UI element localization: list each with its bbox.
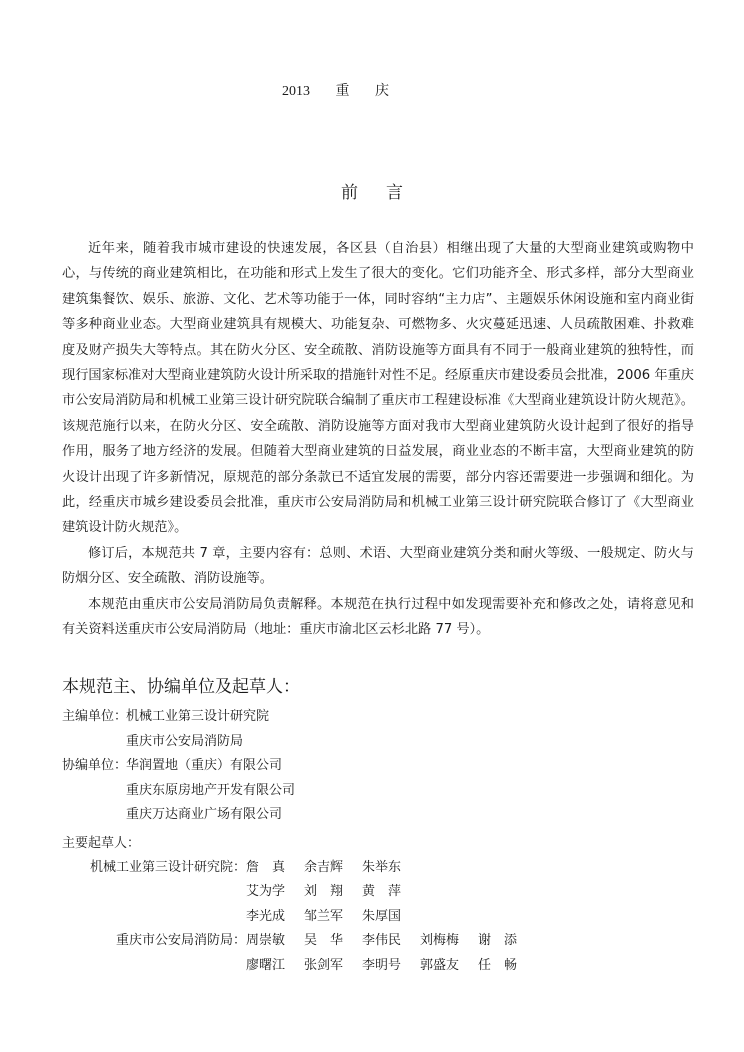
page-title: 前言 <box>341 183 431 203</box>
chief-unit-name: 机械工业第三设计研究院 <box>126 709 270 724</box>
co-unit-row <box>62 779 295 804</box>
co-unit-name: 重庆万达商业广场有限公司 <box>126 807 283 823</box>
co-unit-name: 华润置地（重庆）有限公司 <box>126 758 283 774</box>
drafter-row <box>62 905 536 929</box>
drafter-name: 张剑军 <box>304 957 344 973</box>
drafter-name: 朱厚国 <box>362 908 402 924</box>
co-unit-label: 协编单位： <box>62 758 128 774</box>
drafter-name: 任 畅 <box>478 957 518 973</box>
header-year: 2013 <box>282 84 310 99</box>
drafter-name: 朱举东 <box>362 860 402 875</box>
header-city-char-2: 庆 <box>375 84 389 99</box>
drafters-list <box>62 856 536 978</box>
drafter-org: 重庆市公安局消防局： <box>115 933 246 949</box>
drafter-org: 机械工业第三设计研究院： <box>89 860 246 875</box>
drafter-name: 郭盛友 <box>420 957 460 973</box>
drafter-name: 李伟民 <box>362 933 402 949</box>
drafter-name: 谢 添 <box>478 933 518 949</box>
co-unit-name: 重庆东原房地产开发有限公司 <box>126 782 296 798</box>
preface-body <box>62 236 694 643</box>
paragraph-background: 近年来，随着我市城市建设的快速发展，各区县（自治县）相继出现了大量的大型商业建筑或购物中心，与传统的商业建筑相比，在功能和形式上发生了很大的变化。它们功能齐全、形式多样，部分大型商业建筑集餐饮、娱乐、旅游、文化、艺术等功能于一体，同时容纳“主力店”、主题娱乐休闲设施和室内商业街等多种商业业态。大型商业建筑具有规模大、功能复杂、可燃物多、火灾蔓延迅速、人员疏散困难、扑救难度及财产损失大等特点。其在防火分区、安全疏散、消防设施等方面具有不同于一般商业建筑的独特性，而现行国家标准对大型商业建筑防火设计所采取的措施针对性不足。经原重庆市建设委员会批准，2006 年重庆市公安局消防局和机械工业第三设计研究院联合编制了重庆市工程建设标准《大型商业建筑设计防火规范》。该规范施行以来，在防火分区、安全疏散、消防设施等方面对我市大型商业建筑防火设计起到了很好的指导作用，服务了地方经济的发展。但随着大型商业建筑的日益发展，商业业态的不断丰富，大型商业建筑的防火设计出现了许多新情况，原规范的部分条款已不适宜发展的需要，部分内容还需要进一步强调和细化。为此，经重庆市城乡建设委员会批准，重庆市公安局消防局和机械工业第三设计研究院联合修订了《大型商业建筑设计防火规范》。 <box>62 241 694 536</box>
drafter-row <box>62 856 536 880</box>
drafter-name: 艾为学 <box>246 884 286 900</box>
drafter-name: 李明号 <box>362 957 402 973</box>
chief-unit-row <box>62 730 295 755</box>
drafter-name: 邹兰军 <box>304 908 344 924</box>
drafter-name: 詹 真 <box>246 860 286 875</box>
drafter-name: 廖曙江 <box>246 957 286 973</box>
drafter-row <box>62 929 536 953</box>
drafter-name: 李光成 <box>246 908 286 924</box>
drafter-name: 余吉辉 <box>304 860 344 875</box>
drafter-name: 刘 翔 <box>304 884 344 900</box>
paragraph-interpretation: 本规范由重庆市公安局消防局负责解释。本规范在执行过程中如发现需要补充和修改之处，请将意见和有关资料送重庆市公安局消防局（地址：重庆市渝北区云杉北路 77 号）。 <box>62 596 694 638</box>
chief-unit-row <box>62 705 295 730</box>
drafters-label: 主要起草人： <box>62 836 141 851</box>
drafter-name: 周崇敏 <box>246 933 286 949</box>
co-unit-row <box>62 754 295 779</box>
co-unit-row <box>62 803 295 828</box>
header-city-char-1: 重 <box>335 84 350 99</box>
document-header <box>282 80 389 100</box>
drafter-name: 黄 萍 <box>362 884 402 900</box>
chief-unit-label: 主编单位： <box>62 709 128 724</box>
drafter-row <box>62 880 536 904</box>
drafter-name: 刘梅梅 <box>420 933 460 949</box>
chief-unit-name: 重庆市公安局消防局 <box>126 733 244 749</box>
contributors-heading: 本规范主、协编单位及起草人： <box>62 677 300 697</box>
drafter-row <box>62 954 536 978</box>
paragraph-revision: 修订后，本规范共 7 章，主要内容有：总则、术语、大型商业建筑分类和耐火等级、一般规定、防火与防烟分区、安全疏散、消防设施等。 <box>62 545 694 587</box>
editing-units <box>62 705 295 828</box>
drafter-name: 吴 华 <box>304 933 344 949</box>
